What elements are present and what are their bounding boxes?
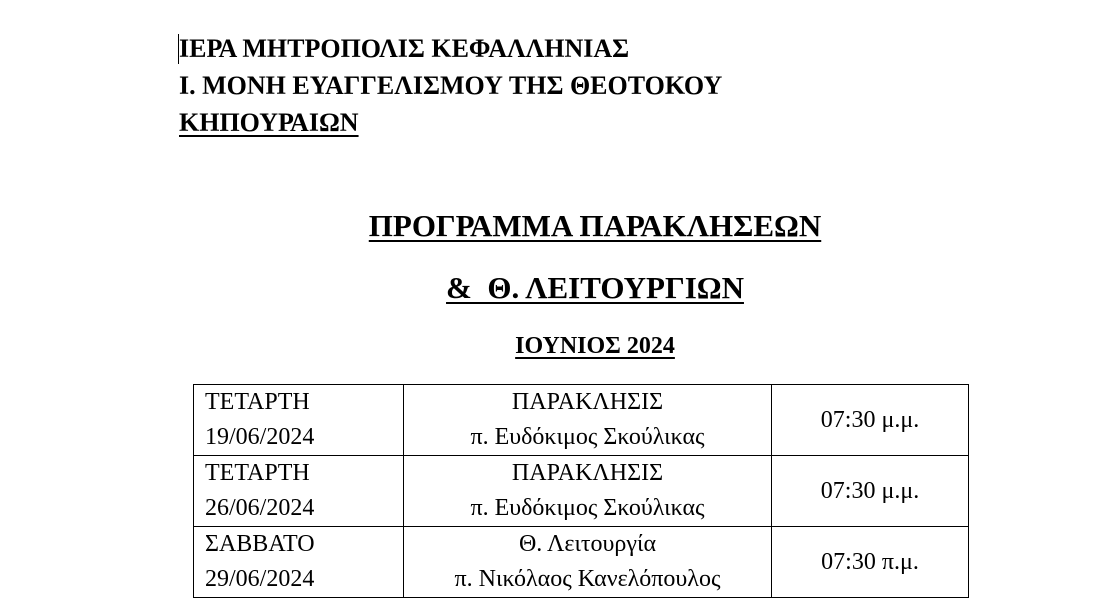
event-label: ΠΑΡΑΚΛΗΣΙΣ bbox=[511, 389, 664, 415]
location-name: ΚΗΠΟΥΡΑΙΩΝ bbox=[179, 108, 359, 137]
priest-label: π. Ευδόκιμος Σκούλικας bbox=[470, 424, 705, 450]
event-cell bbox=[404, 385, 772, 456]
monastery-name: Ι. ΜΟΝΗ ΕΥΑΓΓΕΛΙΣΜΟΥ ΤΗΣ ΘΕΟΤΟΚΟΥ bbox=[179, 71, 723, 100]
schedule-title-text: ΠΡΟΓΡΑΜΜΑ ΠΑΡΑΚΛΗΣΕΩΝ bbox=[368, 208, 822, 243]
day-label: ΣΑΒΒΑΤΟ bbox=[205, 531, 315, 557]
date-label: 29/06/2024 bbox=[205, 566, 315, 592]
event-cell bbox=[404, 527, 772, 598]
day-cell bbox=[194, 456, 404, 527]
time-label: 07:30 μ.μ. bbox=[820, 406, 920, 433]
table-row bbox=[194, 456, 969, 527]
time-cell bbox=[772, 385, 969, 456]
schedule-table bbox=[193, 384, 969, 598]
day-label: ΤΕΤΑΡΤΗ bbox=[205, 389, 310, 415]
time-cell bbox=[772, 527, 969, 598]
date-label: 26/06/2024 bbox=[205, 495, 315, 521]
time-label: 07:30 μ.μ. bbox=[820, 477, 920, 504]
schedule-subtitle-text: & Θ. ΛΕΙΤΟΥΡΓΙΩΝ bbox=[446, 270, 744, 305]
event-label: Θ. Λειτουργία bbox=[518, 531, 657, 557]
schedule-subtitle bbox=[0, 270, 1108, 306]
text-cursor bbox=[178, 34, 179, 64]
event-cell bbox=[404, 456, 772, 527]
date-label: 19/06/2024 bbox=[205, 424, 315, 450]
day-label: ΤΕΤΑΡΤΗ bbox=[205, 460, 310, 486]
day-cell bbox=[194, 385, 404, 456]
schedule-month-text: ΙΟΥΝΙΟΣ 2024 bbox=[515, 333, 675, 359]
table-row bbox=[194, 385, 969, 456]
time-cell bbox=[772, 456, 969, 527]
metropolis-name: ΙΕΡΑ ΜΗΤΡΟΠΟΛΙΣ ΚΕΦΑΛΛΗΝΙΑΣ bbox=[179, 34, 630, 63]
priest-label: π. Ευδόκιμος Σκούλικας bbox=[470, 495, 705, 521]
location-line bbox=[179, 104, 722, 141]
day-cell bbox=[194, 527, 404, 598]
schedule-month bbox=[0, 333, 1108, 360]
document-header bbox=[179, 30, 722, 141]
schedule-title bbox=[0, 208, 1108, 244]
time-label: 07:30 π.μ. bbox=[821, 548, 919, 575]
table-row bbox=[194, 527, 969, 598]
priest-label: π. Νικόλαος Κανελόπουλος bbox=[454, 566, 721, 592]
event-label: ΠΑΡΑΚΛΗΣΙΣ bbox=[511, 460, 664, 486]
